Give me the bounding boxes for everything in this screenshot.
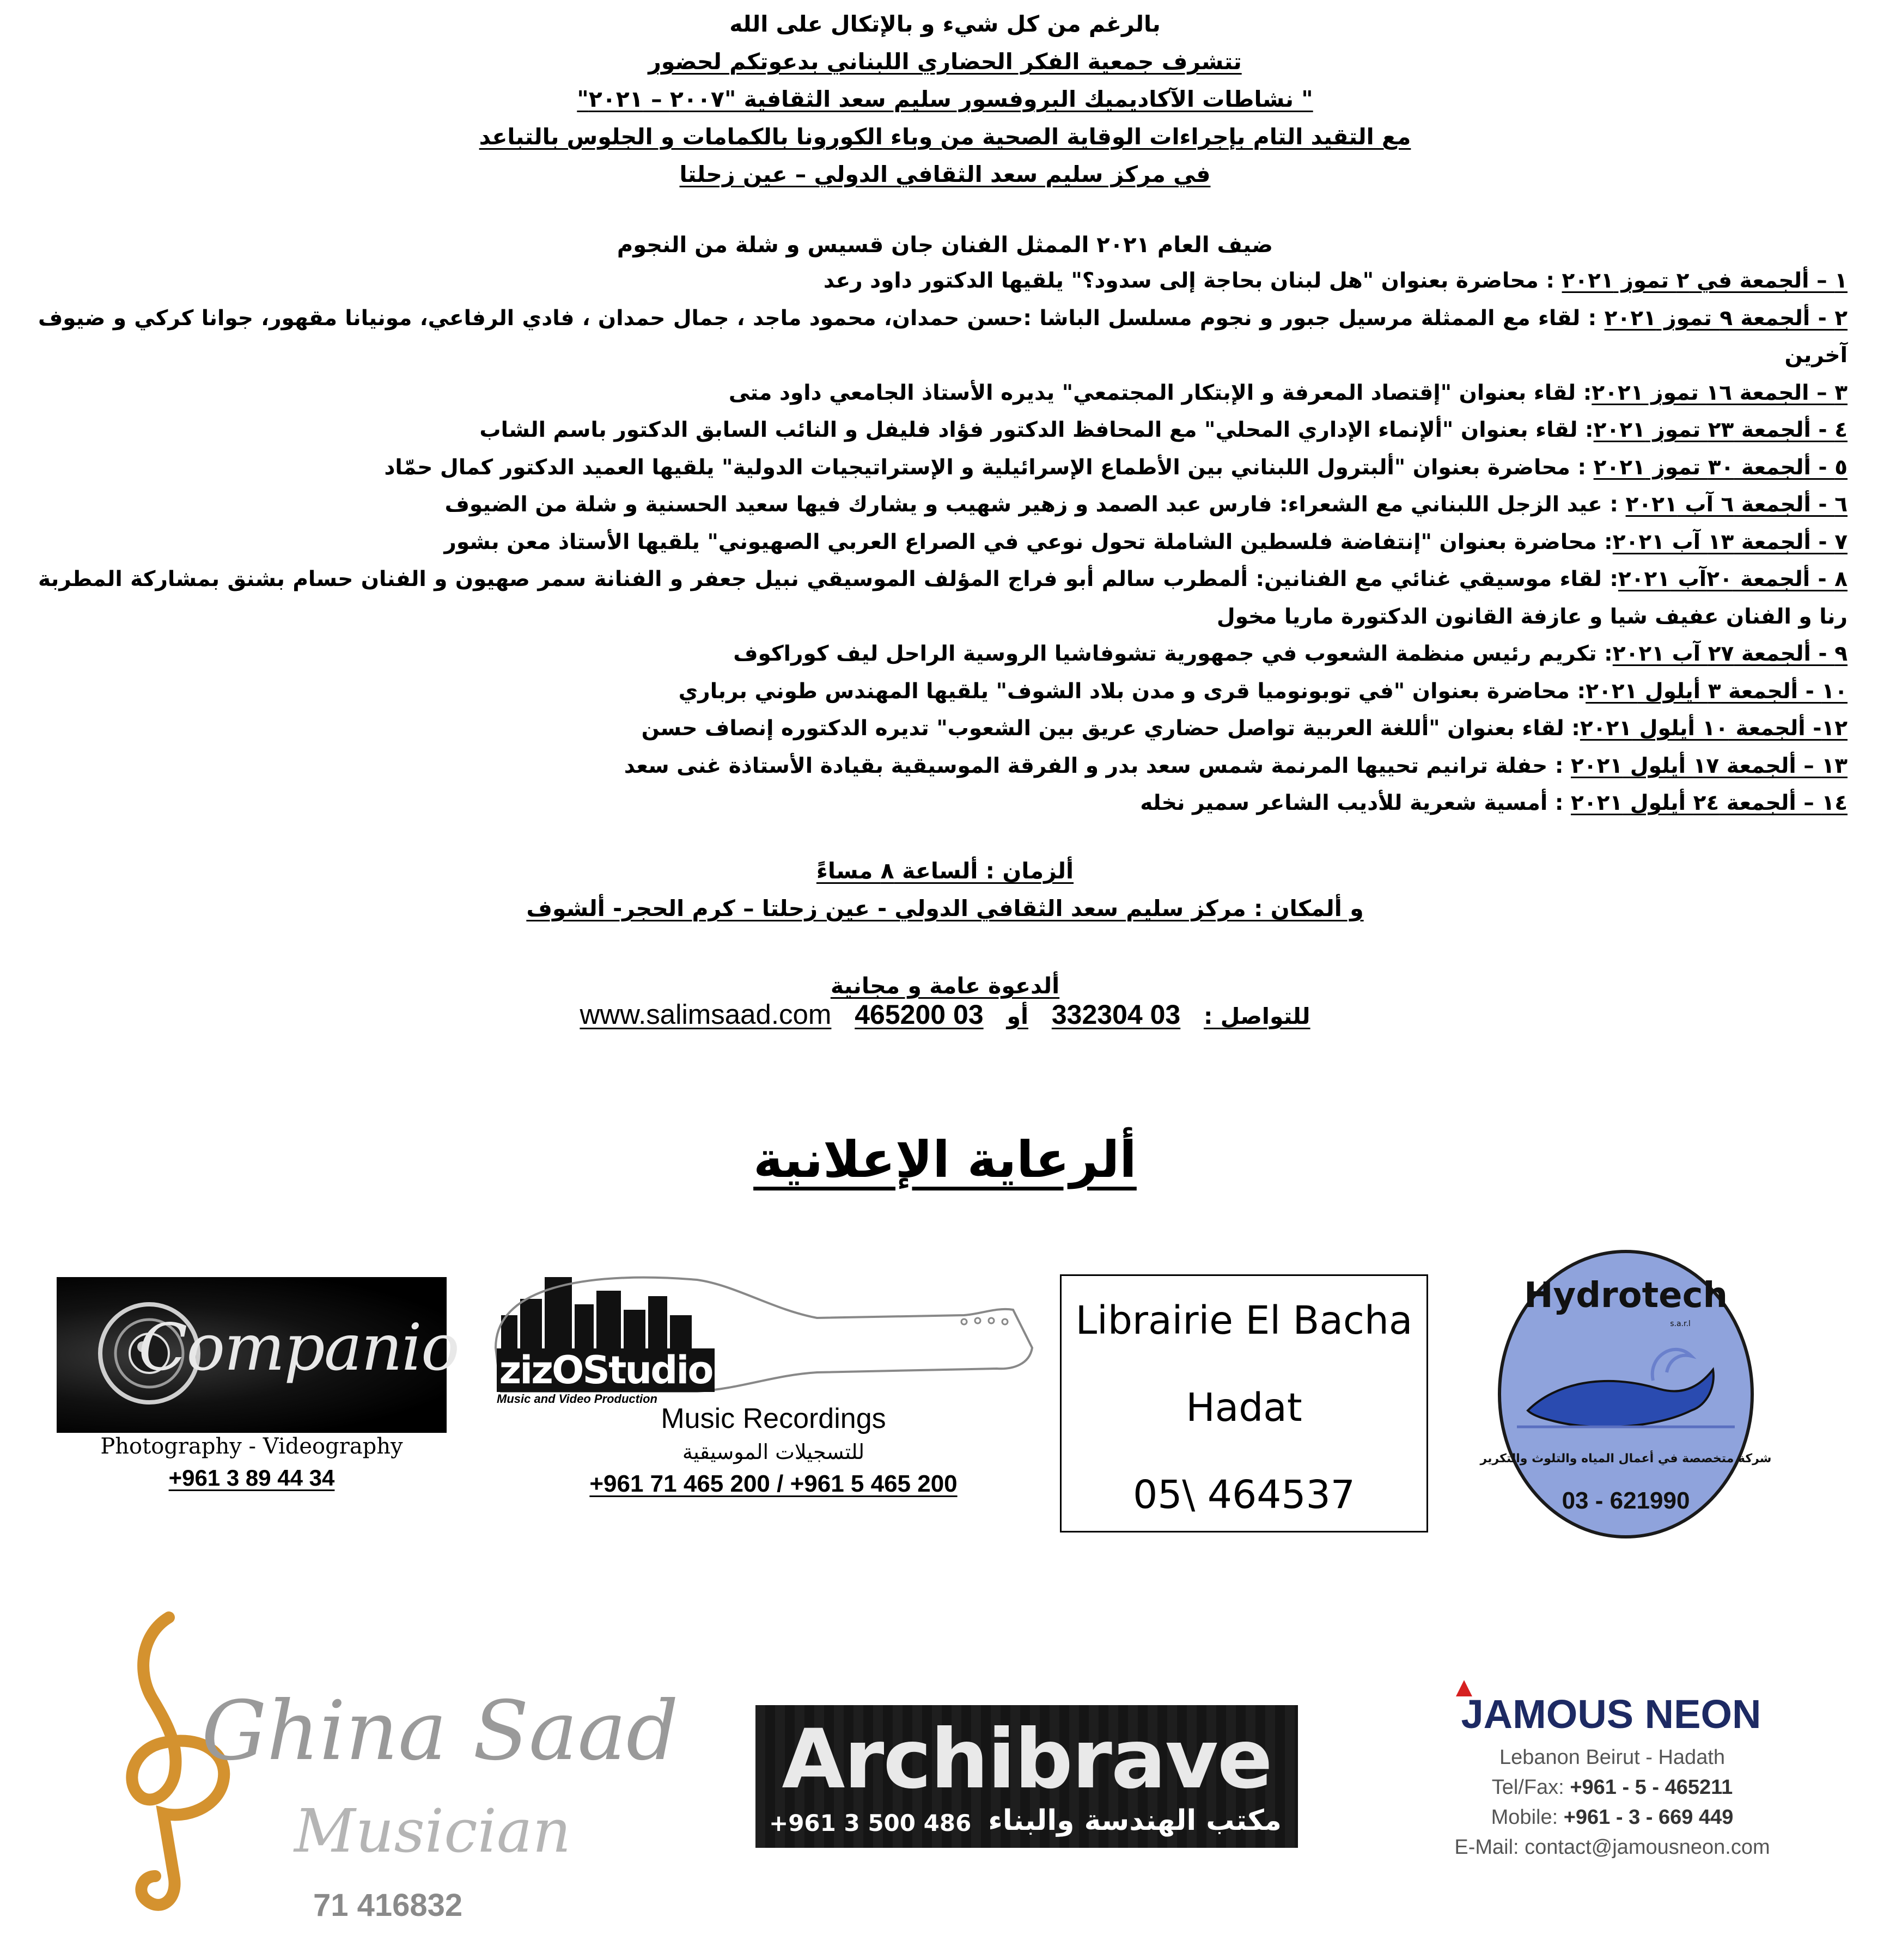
website-link[interactable]: www.salimsaad.com bbox=[580, 999, 832, 1030]
program-item bbox=[38, 748, 1848, 785]
program-date: ٥ - ألجمعة ٣٠ تموز ٢٠٢١ bbox=[1593, 455, 1848, 480]
program-item bbox=[38, 300, 1848, 375]
program-item bbox=[38, 636, 1848, 673]
time-text: ألزمان : ألساعة ٨ مساءً bbox=[816, 858, 1074, 884]
sponsors-title bbox=[0, 1125, 1890, 1195]
program-item bbox=[38, 375, 1848, 412]
zizo-service-en: Music Recordings bbox=[661, 1403, 886, 1434]
program-item bbox=[38, 785, 1848, 822]
contact-or: أو bbox=[1007, 1003, 1028, 1029]
jamous-email[interactable]: E-Mail: contact@jamousneon.com bbox=[1454, 1836, 1770, 1859]
program-date: ١٣ – ألجمعة ١٧ أيلول ٢٠٢١ bbox=[1571, 753, 1848, 778]
header-line-5 bbox=[0, 156, 1890, 193]
hydrotech-logo bbox=[1480, 1247, 1772, 1541]
jamous-neon-logo bbox=[1420, 1677, 1802, 1737]
program-text: : عيد الزجل اللبناني مع الشعراء: فارس عبد الصمد و زهير شهيب و يشارك فيها سعيد الحسنية و شلة من الضيوف bbox=[444, 492, 1626, 517]
zizo-service-ar: للتسجيلات الموسيقية bbox=[682, 1440, 865, 1464]
program-date: ٣ – الجمعة ١٦ تموز ٢٠٢١ bbox=[1592, 380, 1848, 405]
ghina-phone: 71 416832 bbox=[313, 1888, 463, 1923]
phone-1: 03 332304 bbox=[1051, 999, 1181, 1030]
program-text: : محاضرة بعنوان "في توبونوميا قرى و مدن بلاد الشوف" يلقيها المهندس طوني برباري bbox=[678, 679, 1586, 704]
header-line-4-text: مع التقيد التام بإجراءات الوقاية الصحية من وباء الكورونا بالكمامات و الجلوس بالتباعد bbox=[479, 124, 1411, 150]
ghina-saad-logo bbox=[87, 1596, 703, 1922]
ghina-name: Ghina Saad bbox=[202, 1684, 679, 1779]
program-text: : محاضرة بعنوان "إنتفاضة فلسطين الشاملة تحول نوعي في الصراع العربي الصهيوني" يلقيها الأستاذ معن بشور bbox=[444, 529, 1613, 554]
program-date: ٧ - ألجمعة ١٣ آب ٢٠٢١ bbox=[1612, 529, 1848, 554]
zizo-phones-text: +961 71 465 200 / +961 5 465 200 bbox=[589, 1470, 958, 1497]
program-text: : أمسية شعرية للأديب الشاعر سمير نخله bbox=[1140, 791, 1571, 815]
program-date: ٨ - ألجمعة ٢٠آب ٢٠٢١ bbox=[1618, 567, 1848, 591]
program-date: ٦ - ألجمعة ٦ آب ٢٠٢١ bbox=[1625, 492, 1848, 517]
program-item bbox=[38, 449, 1848, 487]
header-line-2 bbox=[0, 43, 1890, 81]
jamous-mobile-label: Mobile: bbox=[1491, 1806, 1564, 1829]
hydrotech-slogan: شركة متخصصة في أعمال المياه والتلوث والتكرير bbox=[1480, 1452, 1772, 1466]
program-date: ٤ - ألجمعة ٢٣ تموز ٢٠٢١ bbox=[1593, 418, 1848, 442]
time-line bbox=[0, 852, 1890, 890]
bacha-name: Librairie El Bacha bbox=[1075, 1298, 1413, 1343]
hydrotech-phone: 03 - 621990 bbox=[1562, 1487, 1690, 1514]
jamous-contact bbox=[1394, 1743, 1830, 1863]
archibrave-tagline: مكتب الهندسة والبناء bbox=[988, 1804, 1282, 1837]
phone-2: 03 465200 bbox=[855, 999, 984, 1030]
program-item bbox=[38, 524, 1848, 561]
program-item bbox=[38, 412, 1848, 449]
jamous-tel-label: Tel/Fax: bbox=[1491, 1776, 1570, 1799]
header-line-4 bbox=[0, 118, 1890, 156]
archibrave-logo bbox=[755, 1705, 1298, 1848]
jamous-address: Lebanon Beirut - Hadath bbox=[1499, 1746, 1726, 1769]
program-item bbox=[38, 673, 1848, 711]
program-item bbox=[38, 710, 1848, 748]
companio-logo bbox=[57, 1277, 459, 1433]
header-line-3-text: " نشاطات الآكاديميك البروفسور سليم سعد الثقافية "٢٠٠٧ – ٢٠٢١" bbox=[577, 86, 1313, 112]
program-text: : محاضرة بعنوان "ألبترول اللبناني بين الأطماع الإسرائيلية و الإستراتيجيات الدولية" يلقيها العميد الدكتور كمال حمّاد bbox=[384, 455, 1594, 480]
program-date: ١٢- ألجمعة ١٠ أيلول ٢٠٢١ bbox=[1580, 716, 1848, 741]
program-date: ٢ - ألجمعة ٩ تموز ٢٠٢١ bbox=[1604, 306, 1848, 331]
program-date: ١٤ – ألجمعة ٢٤ أيلول ٢٠٢١ bbox=[1571, 791, 1848, 815]
companio-name: Companio bbox=[138, 1310, 459, 1385]
program-date: ١ – ألجمعة في ٢ تموز ٢٠٢١ bbox=[1562, 268, 1848, 293]
bacha-city: Hadat bbox=[1186, 1385, 1302, 1430]
zizo-subtitle: Music and Video Production bbox=[497, 1392, 657, 1406]
invitation-text: ألدعوة عامة و مجانية bbox=[830, 973, 1060, 999]
companio-tagline: Photography - Videography bbox=[100, 1434, 403, 1459]
contact-label: للتواصل : bbox=[1204, 1003, 1310, 1029]
contact-line bbox=[0, 996, 1890, 1035]
program-item bbox=[38, 486, 1848, 524]
jamous-tel-line bbox=[1394, 1773, 1830, 1803]
hydrotech-name: Hydrotech bbox=[1523, 1275, 1728, 1316]
program-text: : لقاء موسيقي غنائي مع الفنانين: ألمطرب سالم أبو فراج المؤلف الموسيقي نبيل جعفر و الفنانة سمر صهيون و الفنان حسام بشنق بمشاركة المطربة رنا و الفنان عفيف شيا و عازفة القانون الدكتورة ماريا مخول bbox=[38, 567, 1848, 629]
program-text: : محاضرة بعنوان "هل لبنان بحاجة إلى سدود؟" يلقيها الدكتور داود رعد bbox=[823, 268, 1562, 293]
program-list bbox=[38, 262, 1848, 822]
bacha-box bbox=[1060, 1274, 1428, 1532]
bacha-phone: 05\ 464537 bbox=[1133, 1472, 1355, 1517]
zizo-name: zizOStudio bbox=[497, 1348, 715, 1392]
guest-line: ضيف العام ٢٠٢١ الممثل الفنان جان قسيس و شلة من النجوم bbox=[617, 233, 1273, 258]
sponsors-title-text: ألرعاية الإعلانية bbox=[753, 1131, 1137, 1189]
program-text: : لقاء مع الممثلة مرسيل جبور و نجوم مسلسل الباشا :حسن حمدان، محمود ماجد ، جمال حمدان ، فادي الرفاعي، مونيانا مقهور، جوانا كركي و ضيوف آخرين bbox=[38, 306, 1848, 368]
program-date: ١٠ - ألجمعة ٣ أيلول ٢٠٢١ bbox=[1586, 679, 1848, 704]
jamous-mobile-line bbox=[1394, 1803, 1830, 1833]
place-line bbox=[0, 890, 1890, 927]
header-line-2-text: تتشرف جمعية الفكر الحضاري اللبناني بدعوتكم لحضور bbox=[648, 48, 1242, 75]
header-line-5-text: في مركز سليم سعد الثقافي الدولي – عين زحلتا bbox=[679, 161, 1211, 187]
program-text: : لقاء بعنوان "إقتصاد المعرفة و الإبتكار المجتمعي" يديره الأستاذ الجامعي داود متى bbox=[728, 380, 1592, 405]
zizo-phones bbox=[528, 1470, 1019, 1498]
program-text: : تكريم رئيس منظمة الشعوب في جمهورية تشوفاشيا الروسية الراحل ليف كوراكوف bbox=[733, 642, 1613, 666]
ghina-title: Musician bbox=[294, 1796, 571, 1866]
program-text: : حفلة ترانيم تحييها المرنمة شمس سعد بدر و الفرقة الموسيقية بقيادة الأستاذة غنى سعد bbox=[624, 753, 1571, 778]
jamous-name: JAMOUS NEON bbox=[1461, 1692, 1761, 1737]
program-date: ٩ - ألجمعة ٢٧ آب ٢٠٢١ bbox=[1612, 642, 1848, 666]
program-item bbox=[38, 262, 1848, 300]
jamous-mobile: +961 - 3 - 669 449 bbox=[1563, 1806, 1734, 1829]
companio-phone-text: +961 3 89 44 34 bbox=[168, 1465, 335, 1491]
archibrave-name: Archibrave bbox=[782, 1712, 1272, 1807]
program-text: : لقاء بعنوان "ألإنماء الإداري المحلي" مع المحافظ الدكتور فؤاد فليفل و النائب السابق الدكتور باسم الشاب bbox=[479, 418, 1594, 442]
program-text: : لقاء بعنوان "أللغة العربية تواصل حضاري عريق بين الشعوب" تديره الدكتوره إنصاف حسن bbox=[641, 716, 1580, 741]
program-item bbox=[38, 561, 1848, 636]
place-text: و ألمكان : مركز سليم سعد الثقافي الدولي - عين زحلتا – كرم الحجر- ألشوف bbox=[526, 895, 1364, 921]
header-line-3 bbox=[0, 81, 1890, 118]
hydrotech-suffix: s.a.r.l bbox=[1670, 1320, 1691, 1328]
archibrave-phone: +961 3 500 486 bbox=[769, 1810, 972, 1836]
jamous-tel: +961 - 5 - 465211 bbox=[1570, 1776, 1733, 1799]
header-line-1: بالرغم من كل شيء و بالإتكال على الله bbox=[729, 11, 1161, 37]
companio-phone bbox=[57, 1465, 447, 1491]
